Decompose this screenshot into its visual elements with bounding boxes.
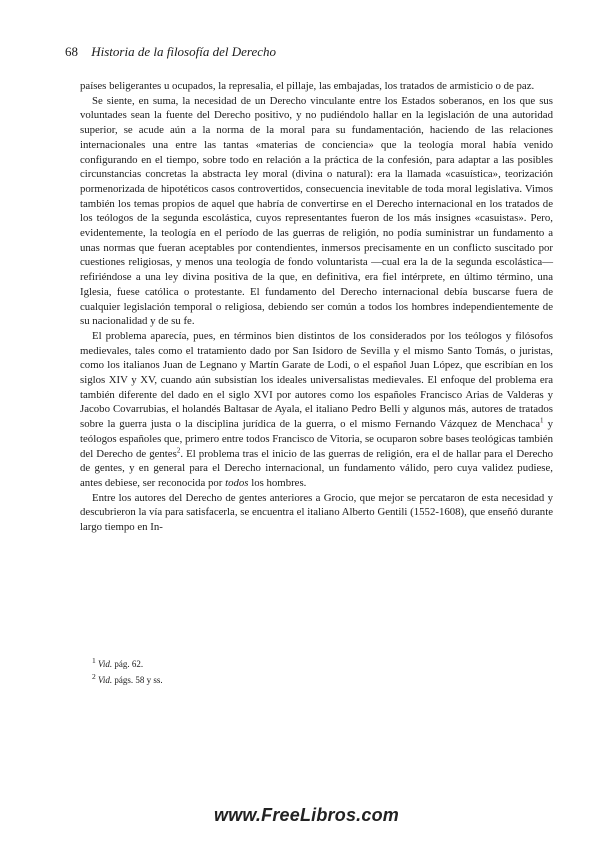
footnote-1-number: 1 — [92, 656, 96, 665]
paragraph-3-part-c: . El problema tras el inicio de las guerras de religión, era el de hallar para el Derecho de gentes, y en general para el Derecho internacional, un fundamento válido, pero cuya validez pudiese, antes debiese, ser reconocida por — [80, 447, 553, 489]
running-title: Historia de la filosofía del Derecho — [91, 44, 276, 59]
footnote-2 — [92, 671, 163, 687]
footnote-1-abbr: Vid. — [98, 659, 113, 669]
footnote-1 — [92, 655, 163, 671]
footnote-ref-2[interactable]: 2 — [176, 445, 181, 454]
paragraph-4: Entre los autores del Derecho de gentes anteriores a Grocio, que mejor se percataron de esta necesidad y descubrieron la vía para satisfacerla, se encuentra el italiano Alberto Gentili (1552-1608), que enseñó durante largo tiempo en In- — [80, 491, 553, 534]
page-number: 68 — [65, 44, 78, 59]
footnote-1-text: pág. 62. — [112, 659, 144, 669]
footnote-ref-1[interactable]: 1 — [540, 416, 544, 425]
body-text — [80, 79, 553, 535]
paragraph-3-part-b: y teólogos españoles que, primero entre todos Francisco de Vitoria, se ocuparon sobre bases teológicas también del Derecho de gentes — [80, 418, 553, 460]
emphasis-todos: todos — [225, 476, 249, 489]
footnote-2-abbr: Vid. — [98, 674, 113, 685]
running-header — [65, 44, 276, 60]
paragraph-3-part-a: El problema aparecía, pues, en términos bien distintos de los considerados por los teólogos y filósofos medievales, tales como el tratamiento dado por San Isidoro de Sevilla y el mismo Santo Tomás, o juristas, como los italianos Juan de Legnano y Martín Garate de Lodi, o el español Juan López, que escribían en los siglos XIV y XV, cuando aún subsistían los ideales universalistas medievales. El enfoque del problema era también diferente del dado en el siglo XVI por autores como los españoles Francisco Arias de Valderas y Jacobo Covarrubias, el holandés Baltasar de Ayala, el italiano Pedro Belli y algunos más, autores de tratados sobre la guerra justa o la disciplina jurídica de la guerra, o el mismo Fernando Vázquez de Menchaca — [80, 329, 553, 431]
footnotes — [92, 655, 163, 686]
paragraph-3-part-d: los hombres. — [248, 476, 307, 489]
footnote-2-text: págs. 58 y ss. — [112, 674, 163, 685]
paragraph-3 — [80, 329, 553, 491]
footnote-2-number: 2 — [92, 671, 96, 681]
watermark-site: www.FreeLibros.com — [214, 805, 399, 825]
paragraph-1: países beligerantes u ocupados, la represalia, el pillaje, las embajadas, los tratados de armisticio o de paz. — [80, 80, 535, 92]
paragraph-2: Se siente, en suma, la necesidad de un Derecho vinculante entre los Estados soberanos, en los que sus voluntades sean la fuente del Derecho positivo, y no pudiéndolo hallar en la legislación de una autoridad superior, se acude aún a la norma de la moral para su fundamentación, haciendo de las relaciones internacionales una entre las tantas «materias de conciencia» que la teología moral había venido configurando en el tiempo, sobre todo en relación a la práctica de la confesión, para adaptar a las posibles circunstancias concretas la abstracta ley moral (divina o natural): era la llamada «casuística», teorización pormenorizada de hipotéticos casos controvertidos, consecuencia inevitable de toda moral legislativa. Vimos también los temas propios de aquel que habría de convertirse en el Derecho internacional en los tratados de los teólogos de la segunda escolástica, cuyos representantes fueron de los más insignes «casuistas». Pero, evidentemente, la teología en el período de las guerras de religión, no podía suministrar un fundamento a unas normas que fueran aceptables por contendientes, inmersos precisamente en un conflicto suscitado por cuestiones religiosas, y menos una teología de fondo voluntarista —cual era la de la segunda escolástica— refiriéndose a una ley divina positiva de la que, en definitiva, era fiel intérprete, en último término, una Iglesia, fuese católica o protestante. El fundamento del Derecho internacional debía buscarse fuera de cualquier legislación temporal o religiosa, debiendo ser común a todos los hombres independientemente de su nacionalidad y de su fe. — [80, 94, 553, 328]
